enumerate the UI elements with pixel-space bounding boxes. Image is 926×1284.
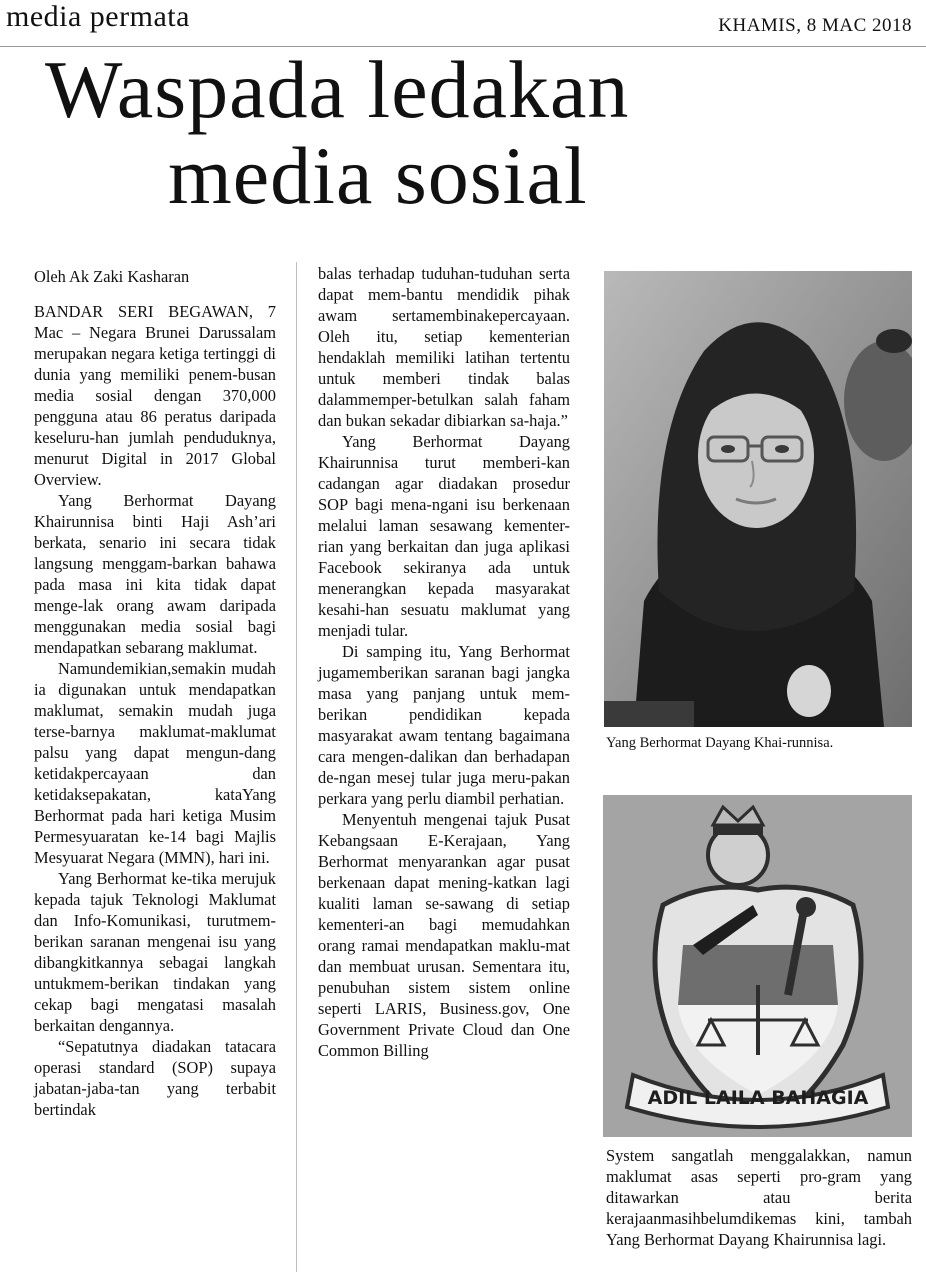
column-divider (296, 262, 297, 1272)
headline-line-1: Waspada ledakan (45, 44, 630, 135)
article-paragraph: “Sepatutnya diadakan tatacara operasi standard (SOP) supaya jabatan-jaba-tan yang terbabit bertindak (34, 1037, 276, 1119)
article-paragraph: Yang Berhormat Dayang Khairunnisa binti Haji Ash’ari berkata, senario ini secara tidak langsung menggam-barkan bahawa pada masa ini kita tidak dapat menge-lak orang awam daripada menggunakan media sosial bagi mendapatkan sebarang maklumat. (34, 491, 276, 657)
photo-caption: Yang Berhormat Dayang Khai-runnisa. (606, 735, 834, 751)
sidebar-text: System sangatlah menggalakkan, namun maklumat asas seperti pro-gram yang ditawarkan atau berita kerajaanmasihbelumdikemas kini, tambah Yang Berhormat Dayang Khairunnisa lagi. (606, 1146, 912, 1249)
article-column-1 (34, 266, 276, 1120)
issue-date: KHAMIS, 8 MAC 2018 (718, 15, 912, 36)
article-paragraph: Namundemikian,semakin mudah ia digunakan untuk mendapatkan maklumat, semakin mudah juga terse-barnya maklumat-maklumat palsu yang dapat mengun-dang ketidakpercayaan dan ketidaksepakatan, kataYang Berhormat pada hari ketiga Musim Permesyuaratan ke-14 bagi Majlis Mesyuarat Negara (MMN), hari ini. (34, 659, 276, 867)
article-paragraph: Menyentuh mengenai tajuk Pusat Kebangsaan E-Kerajaan, Yang Berhormat menyarankan agar pusat berkenaan dapat mening-katkan lagi kualiti laman se-sawang di setiap kementeri-an bagi memudahkan orang ramai mendapatkan maklu-mat dan membuat urusan. Sementara itu, penubuhan sistem sistem online seperti LARIS, Business.gov, One Government Private Cloud dan One Common Billing (318, 810, 570, 1060)
crest-icon (603, 795, 912, 1137)
section-name: media permata (6, 0, 190, 33)
emblem-image (603, 795, 912, 1137)
article-paragraph: Di samping itu, Yang Berhormat jugamemberikan saranan bagi jangka masa yang panjang untuk mem-berikan pendidikan kepada masyarakat awam tentang bagaimana cara mengen-dalikan dan berhadapan de-ngan mesej tular juga meru-pakan perkara yang perlu diambil perhatian. (318, 642, 570, 808)
article-paragraph: BANDAR SERI BEGAWAN, 7 Mac – Negara Brunei Darussalam merupakan negara ketiga tertinggi di dunia yang memiliki penem-busan media sosial dengan 370,000 pengguna atau 86 peratus daripada keseluru-han jumlah penduduknya, menurut Digital in 2017 Global Overview. (34, 302, 276, 489)
byline: Oleh Ak Zaki Kasharan (34, 267, 190, 286)
masthead (0, 0, 926, 46)
article-paragraph: Yang Berhormat ke-tika merujuk kepada tajuk Teknologi Maklumat dan Info-Komunikasi, turutmem-berikan saranan mengenai isu yang dibangkitkannya sebagai langkah untukmem-berikan tindakan yang cekap bagi mengatasi masalah berkaitan dengannya. (34, 869, 276, 1035)
article-paragraph: Yang Berhormat Dayang Khairunnisa turut memberi-kan cadangan agar diadakan prosedur SOP bagi mena-ngani isu berkenaan melalui laman sesawang kementer-rian yang berkaitan dan juga aplikasi Facebook sekiranya ada untuk menerangkan kepada masyarakat kesahi-han sesuatu maklumat yang menjadi tular. (318, 432, 570, 640)
portrait-illustration (604, 271, 912, 727)
headline-line-2: media sosial (168, 130, 588, 221)
portrait-photo (604, 271, 912, 727)
article-paragraph: balas terhadap tuduhan-tuduhan serta dapat mem-bantu mendidik pihak awam sertamembinakepercayaan. Oleh itu, setiap kementerian hendaklah memiliki latihan tertentu untuk memberi tindak balas dalammemper-betulkan salah faham dan bukan sekadar dibiarkan sa-haja.” (318, 264, 570, 430)
emblem-motto: ADIL LAILA BAHAGIA (647, 1087, 869, 1109)
article-column-2 (318, 263, 570, 1061)
